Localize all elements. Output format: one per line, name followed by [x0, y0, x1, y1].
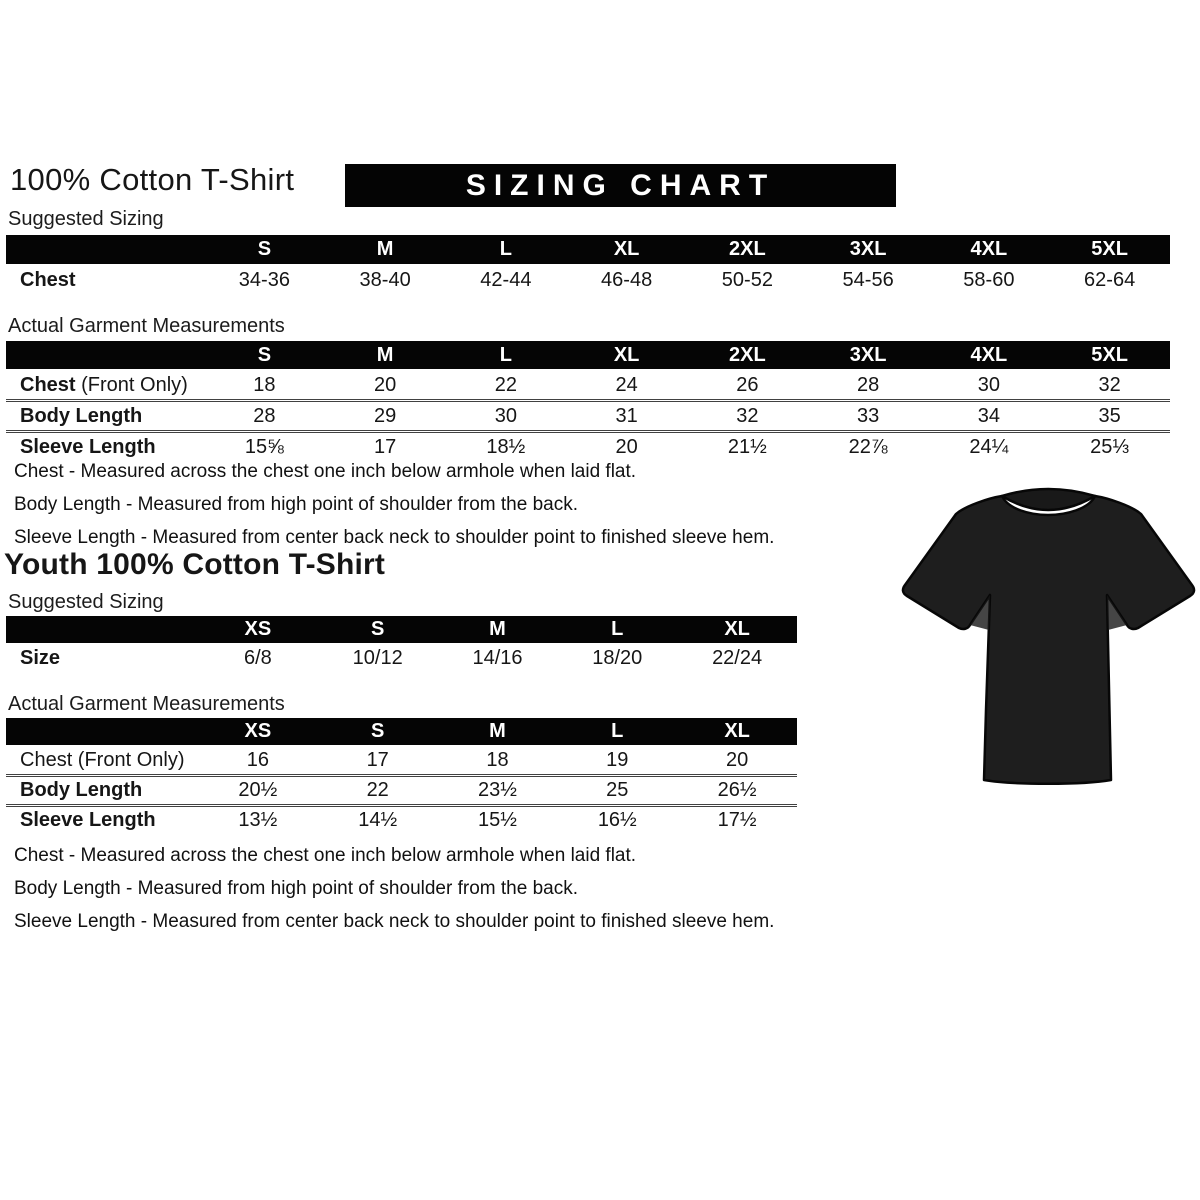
table-row-body-length [6, 399, 1170, 430]
table-row-chest [6, 266, 1170, 295]
table-row-size [6, 645, 797, 672]
sleeve-length-value: 15⅝ [244, 435, 284, 458]
sizing-chart-banner-text: SIZING CHART [465, 168, 776, 202]
size-column-header: M [376, 238, 394, 260]
size-column-header: S [257, 343, 272, 366]
adult-actual-measurements-label: Actual Garment Measurements [8, 315, 285, 337]
size-column-header: S [371, 720, 385, 742]
body-length-value: 33 [857, 404, 880, 427]
body-length-value: 28 [253, 404, 276, 427]
sleeve-length-value: 14½ [358, 809, 398, 831]
tshirt-body [903, 496, 1194, 784]
size-column-header: L [611, 720, 624, 742]
note-chest: Chest - Measured across the chest one inch below armhole when laid flat. [14, 461, 637, 482]
chest-value: 20 [725, 749, 749, 771]
chest-value: 18 [486, 749, 509, 771]
table-header-row [6, 616, 797, 643]
body-length-value: 29 [374, 404, 397, 427]
body-length-value: 22 [366, 779, 389, 801]
size-column-header: XL [724, 720, 750, 742]
size-column-header: 2XL [729, 343, 766, 366]
chest-value: 42-44 [480, 269, 532, 291]
row-label: Chest (Front Only) [20, 749, 185, 771]
row-label: Body Length [20, 404, 143, 427]
note-chest: Chest - Measured across the chest one inch below armhole when laid flat. [14, 845, 637, 866]
size-value: 10/12 [352, 647, 403, 669]
body-length-value: 20½ [238, 779, 278, 801]
chest-value: 38-40 [359, 269, 411, 291]
row-label: Size [20, 647, 61, 669]
chest-value: 17 [366, 749, 389, 771]
chest-value: 54-56 [842, 269, 894, 291]
size-value: 14/16 [472, 647, 523, 669]
chest-value: 32 [1098, 373, 1121, 396]
row-label: Chest (Front Only) [20, 373, 188, 396]
chest-value: 20 [374, 373, 397, 396]
sizing-chart-banner [345, 164, 896, 207]
chest-value: 58-60 [963, 269, 1015, 291]
sleeve-length-value: 22⅞ [848, 435, 888, 458]
chest-value: 22 [494, 373, 517, 396]
body-length-value: 31 [615, 404, 638, 427]
size-column-header: S [257, 238, 272, 260]
note-body-length: Body Length - Measured from high point of shoulder from the back. [14, 878, 578, 899]
adult-suggested-sizing-label: Suggested Sizing [8, 208, 164, 230]
sleeve-length-value: 13½ [238, 809, 278, 831]
table-header-row [6, 235, 1170, 264]
youth-suggested-sizing-table [6, 616, 797, 672]
youth-actual-measurements-label: Actual Garment Measurements [8, 693, 285, 715]
adult-suggested-sizing-table [6, 235, 1170, 295]
chest-value: 62-64 [1084, 269, 1136, 291]
body-length-value: 34 [977, 404, 1000, 427]
size-column-header: L [499, 343, 512, 366]
chest-value: 28 [857, 373, 880, 396]
chest-value: 46-48 [601, 269, 653, 291]
size-column-header: 5XL [1091, 343, 1128, 366]
sleeve-length-value: 20 [615, 435, 638, 458]
body-length-value: 26½ [717, 779, 757, 801]
note-body-length: Body Length - Measured from high point of shoulder from the back. [14, 494, 578, 515]
youth-suggested-sizing-label: Suggested Sizing [8, 591, 164, 613]
table-row-body-length [6, 774, 797, 804]
tshirt-image [893, 480, 1200, 802]
chest-value: 19 [606, 749, 629, 771]
size-column-header: XS [244, 618, 272, 640]
row-label: Body Length [20, 779, 143, 801]
body-length-value: 23½ [478, 779, 517, 801]
body-length-value: 35 [1098, 404, 1121, 427]
adult-measurement-notes [14, 461, 774, 560]
size-column-header: XL [613, 238, 640, 260]
size-value: 6/8 [243, 647, 272, 669]
note-sleeve-length: Sleeve Length - Measured from center back neck to shoulder point to finished sleeve hem. [14, 911, 775, 932]
sleeve-length-value: 15½ [478, 809, 517, 831]
size-column-header: L [499, 238, 512, 260]
note-sleeve-length: Sleeve Length - Measured from center back neck to shoulder point to finished sleeve hem. [14, 527, 775, 548]
youth-measurement-notes [14, 845, 774, 944]
size-column-header: M [376, 343, 394, 366]
sleeve-length-value: 25⅓ [1090, 435, 1130, 458]
size-column-header: 2XL [729, 238, 766, 260]
table-header-row [6, 718, 797, 745]
sleeve-length-value: 21½ [727, 435, 767, 458]
size-column-header: M [489, 720, 506, 742]
body-length-value: 25 [606, 779, 629, 801]
size-value: 22/24 [712, 647, 763, 669]
tshirt-collar [1002, 489, 1095, 510]
body-length-value: 30 [494, 404, 517, 427]
size-column-header: 4XL [970, 343, 1008, 366]
row-label: Chest [20, 269, 76, 291]
size-column-header: S [371, 618, 385, 640]
size-column-header: XL [724, 618, 750, 640]
chest-value: 26 [736, 373, 759, 396]
youth-product-title: Youth 100% Cotton T-Shirt [4, 548, 386, 581]
size-column-header: M [489, 618, 506, 640]
row-label: Sleeve Length [20, 435, 156, 458]
sleeve-length-value: 16½ [597, 809, 637, 831]
size-column-header: XS [244, 720, 272, 742]
table-row-chest [6, 747, 797, 774]
sleeve-length-value: 17½ [717, 809, 757, 831]
size-column-header: 4XL [970, 238, 1008, 260]
size-column-header: XL [613, 343, 640, 366]
sleeve-length-value: 18½ [486, 435, 526, 458]
adult-product-title: 100% Cotton T-Shirt [10, 162, 295, 197]
size-column-header: 3XL [849, 343, 887, 366]
table-row-sleeve-length [6, 804, 797, 834]
size-column-header: L [611, 618, 624, 640]
size-column-header: 5XL [1091, 238, 1128, 260]
chest-value: 34-36 [238, 269, 290, 291]
size-value: 18/20 [592, 647, 643, 669]
chest-value: 16 [246, 749, 270, 771]
chest-value: 18 [253, 373, 276, 396]
sleeve-length-value: 24¼ [969, 435, 1009, 458]
chest-value: 30 [977, 373, 1000, 396]
sleeve-length-value: 17 [374, 435, 397, 458]
table-header-row [6, 341, 1170, 369]
body-length-value: 32 [736, 404, 759, 427]
chest-value: 50-52 [721, 269, 773, 291]
chest-value: 24 [615, 373, 638, 396]
youth-actual-measurements-table [6, 718, 797, 834]
table-row-chest [6, 371, 1170, 399]
table-row-sleeve-length [6, 430, 1170, 461]
row-label: Sleeve Length [20, 809, 156, 831]
size-column-header: 3XL [849, 238, 887, 260]
adult-actual-measurements-table [6, 341, 1170, 461]
